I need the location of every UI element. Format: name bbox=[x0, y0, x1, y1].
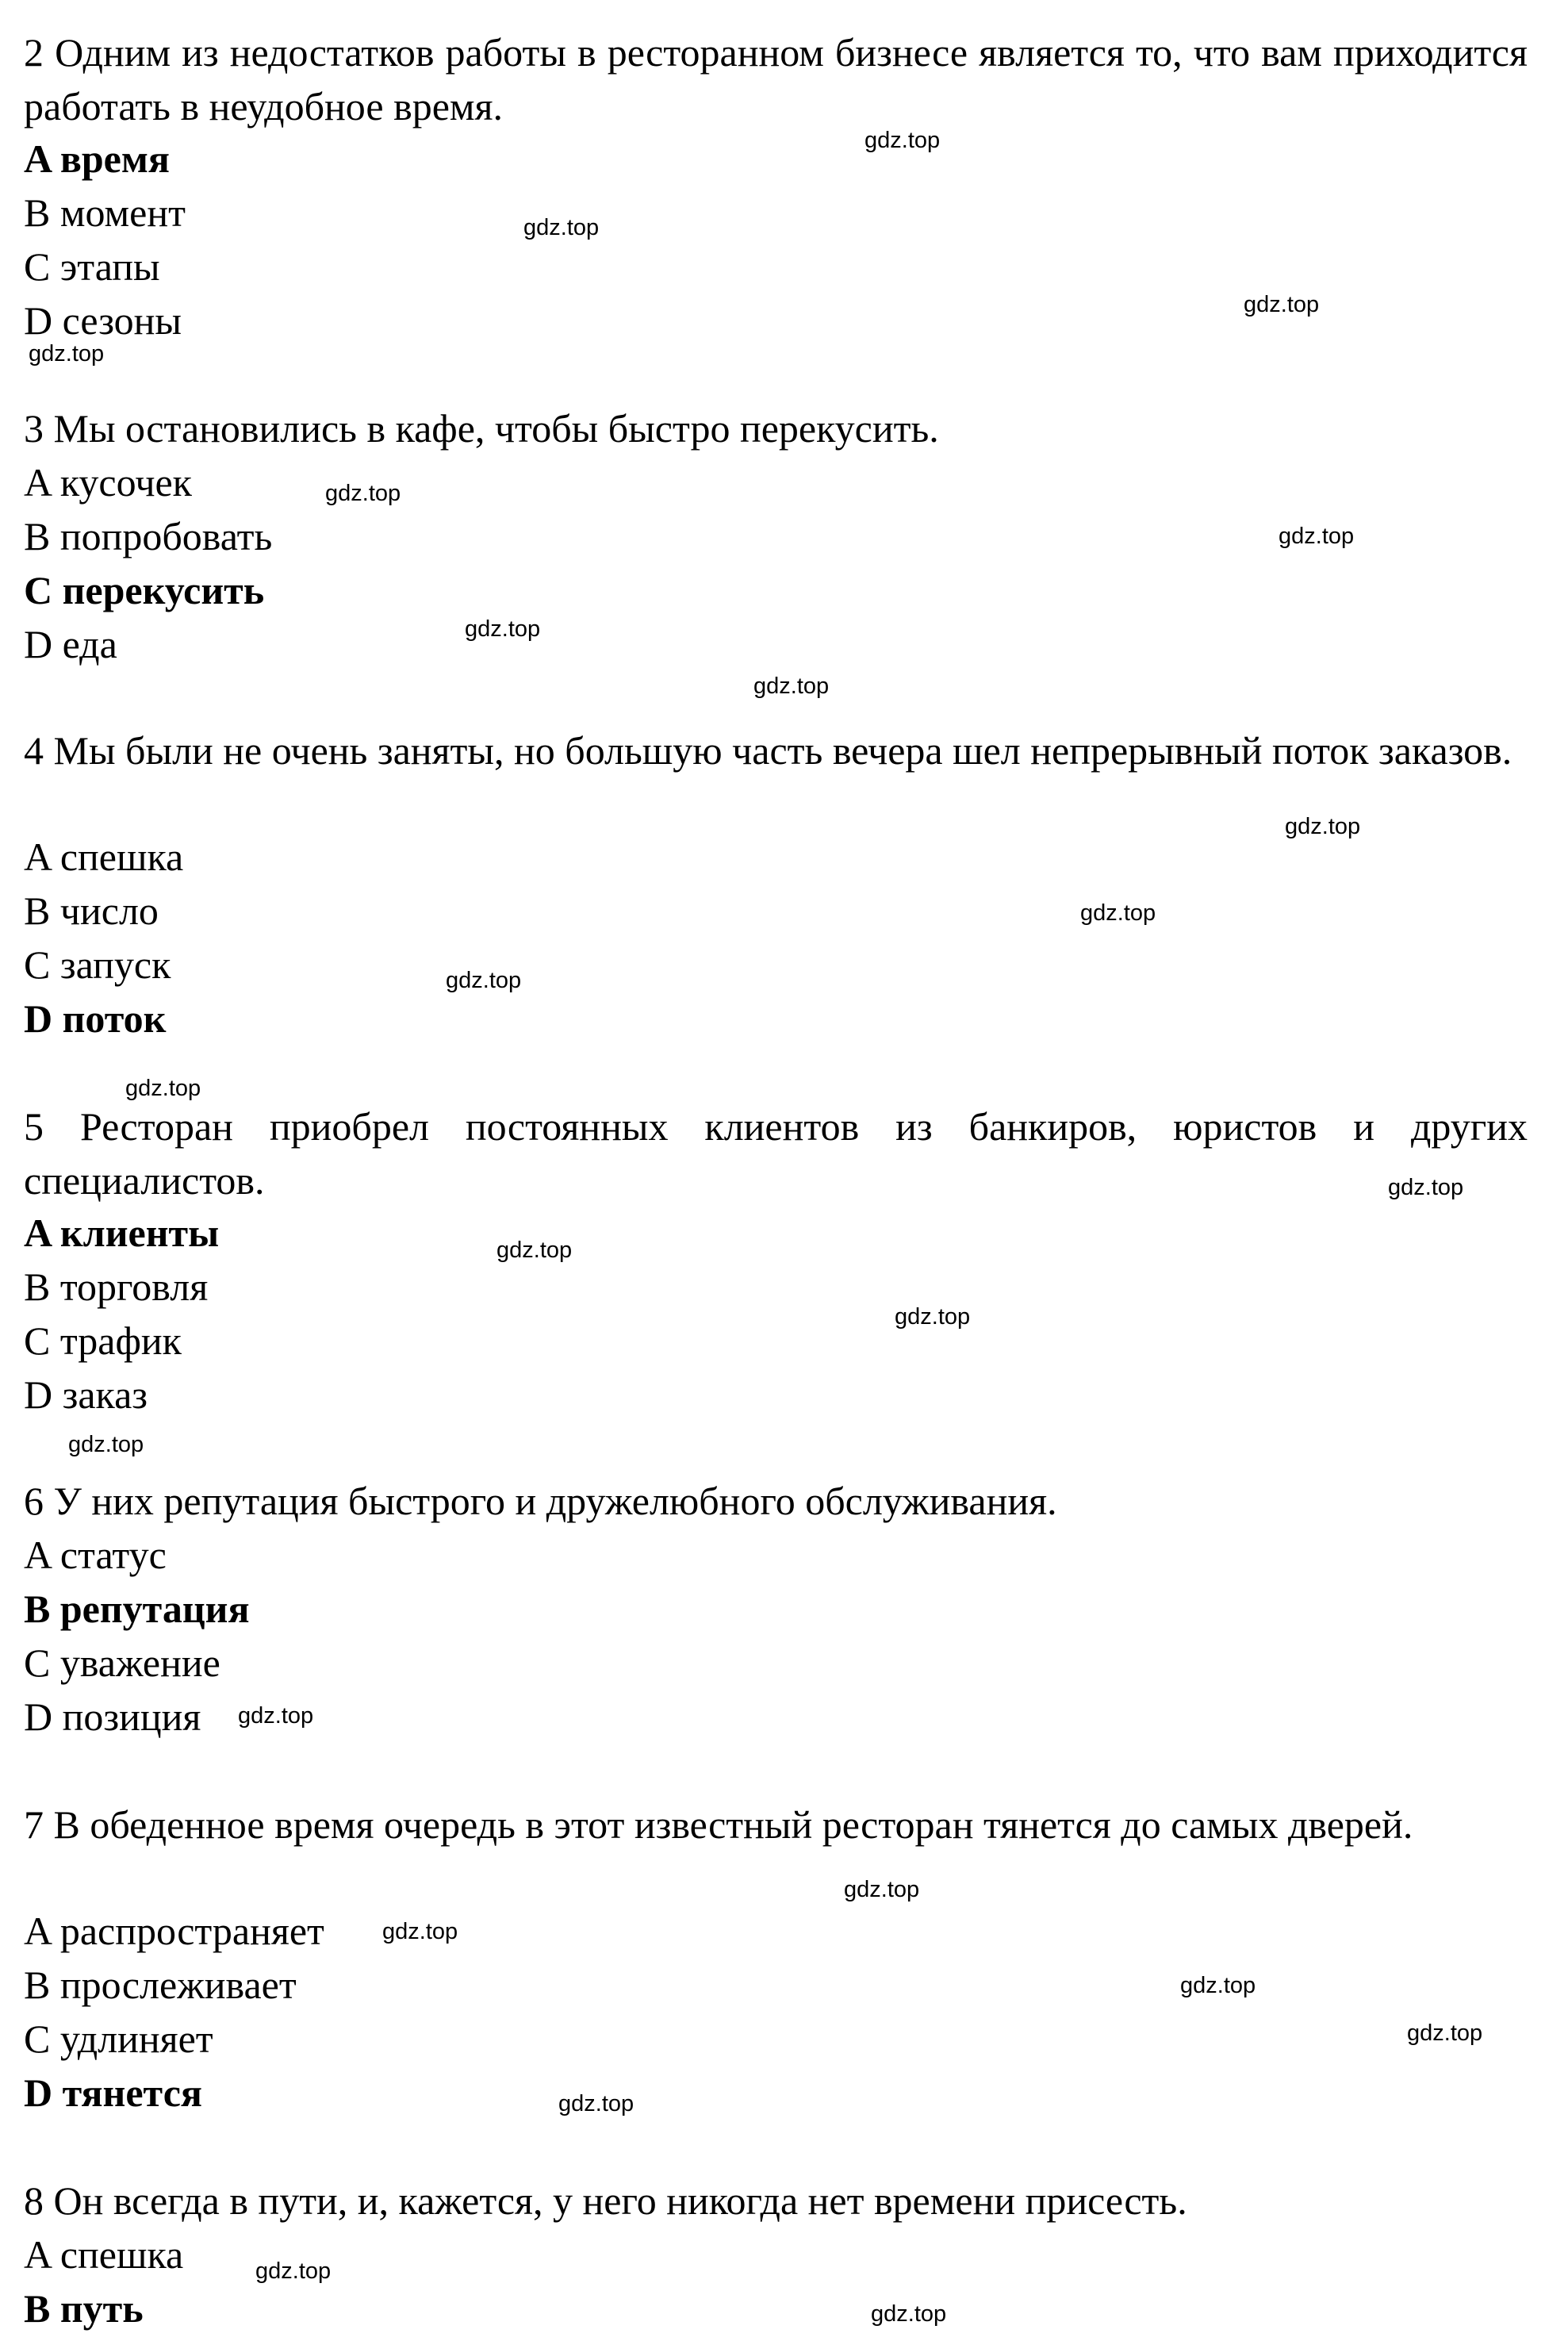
q6-option-b-correct: B репутация bbox=[24, 1587, 250, 1631]
q5-option-a-correct: A клиенты bbox=[24, 1211, 220, 1255]
watermark: gdz.top bbox=[1388, 1175, 1464, 1200]
q2-option-c: C этапы bbox=[24, 244, 160, 289]
question-8-text: 8 Он всегда в пути, и, кажется, у него никогда нет времени присесть. bbox=[24, 2178, 1187, 2223]
watermark: gdz.top bbox=[1180, 1973, 1256, 1998]
watermark: gdz.top bbox=[125, 1076, 201, 1101]
watermark: gdz.top bbox=[865, 128, 941, 153]
q4-option-a: A спешка bbox=[24, 835, 184, 879]
question-6-text: 6 У них репутация быстрого и дружелюбного обслуживания. bbox=[24, 1479, 1057, 1523]
watermark: gdz.top bbox=[871, 2301, 947, 2327]
watermark: gdz.top bbox=[844, 1877, 920, 1902]
q7-option-c: C удлиняет bbox=[24, 2017, 213, 2061]
watermark: gdz.top bbox=[68, 1432, 144, 1457]
q6-option-a: A статус bbox=[24, 1533, 167, 1577]
q7-option-b: B прослеживает bbox=[24, 1963, 297, 2007]
q3-option-a: A кусочек bbox=[24, 460, 192, 505]
q2-option-a-correct: A время bbox=[24, 136, 170, 181]
watermark: gdz.top bbox=[446, 968, 522, 993]
q6-option-d: D позиция bbox=[24, 1694, 201, 1739]
q2-option-b: B момент bbox=[24, 190, 186, 235]
watermark: gdz.top bbox=[1407, 2020, 1483, 2046]
q7-option-d-correct: D тянется bbox=[24, 2070, 202, 2115]
question-5-text: 5 Ресторан приобрел постоянных клиентов из банкиров, юристов и других специалистов. bbox=[24, 1104, 1528, 1203]
q5-option-c: C трафик bbox=[24, 1318, 182, 1363]
q6-option-c: C уважение bbox=[24, 1641, 220, 1685]
watermark: gdz.top bbox=[558, 2091, 634, 2116]
q7-option-a: A распространяет bbox=[24, 1909, 324, 1953]
watermark: gdz.top bbox=[238, 1703, 314, 1729]
watermark: gdz.top bbox=[29, 341, 105, 366]
watermark: gdz.top bbox=[325, 481, 401, 506]
q8-option-a: A спешка bbox=[24, 2232, 184, 2277]
watermark: gdz.top bbox=[1279, 524, 1355, 549]
watermark: gdz.top bbox=[523, 215, 600, 240]
q4-option-d-correct: D поток bbox=[24, 996, 167, 1041]
watermark: gdz.top bbox=[753, 673, 830, 699]
question-3-text: 3 Мы остановились в кафе, чтобы быстро перекусить. bbox=[24, 406, 939, 451]
q4-option-c: C запуск bbox=[24, 942, 171, 987]
q5-option-b: B торговля bbox=[24, 1264, 209, 1309]
question-7-text: 7 В обеденное время очередь в этот известный ресторан тянется до самых дверей. bbox=[24, 1802, 1413, 1847]
watermark: gdz.top bbox=[496, 1238, 573, 1263]
watermark: gdz.top bbox=[382, 1919, 458, 1944]
watermark: gdz.top bbox=[255, 2258, 332, 2284]
watermark: gdz.top bbox=[1285, 814, 1361, 839]
q2-option-d: D сезоны bbox=[24, 298, 182, 343]
watermark: gdz.top bbox=[1080, 900, 1156, 926]
question-2-text: 2 Одним из недостатков работы в ресторанном бизнесе является то, что вам приходится работать в неудобное время. bbox=[24, 30, 1528, 129]
q3-option-c-correct: C перекусить bbox=[24, 568, 265, 612]
q3-option-d: D еда bbox=[24, 622, 117, 666]
question-4-text: 4 Мы были не очень заняты, но большую часть вечера шел непрерывный поток заказов. bbox=[24, 728, 1512, 773]
q3-option-b: B попробовать bbox=[24, 514, 273, 558]
watermark: gdz.top bbox=[1244, 292, 1320, 317]
q8-option-b-correct: B путь bbox=[24, 2286, 144, 2331]
watermark: gdz.top bbox=[895, 1304, 971, 1330]
q5-option-d: D заказ bbox=[24, 1372, 148, 1417]
watermark: gdz.top bbox=[465, 616, 541, 642]
q4-option-b: B число bbox=[24, 888, 159, 933]
